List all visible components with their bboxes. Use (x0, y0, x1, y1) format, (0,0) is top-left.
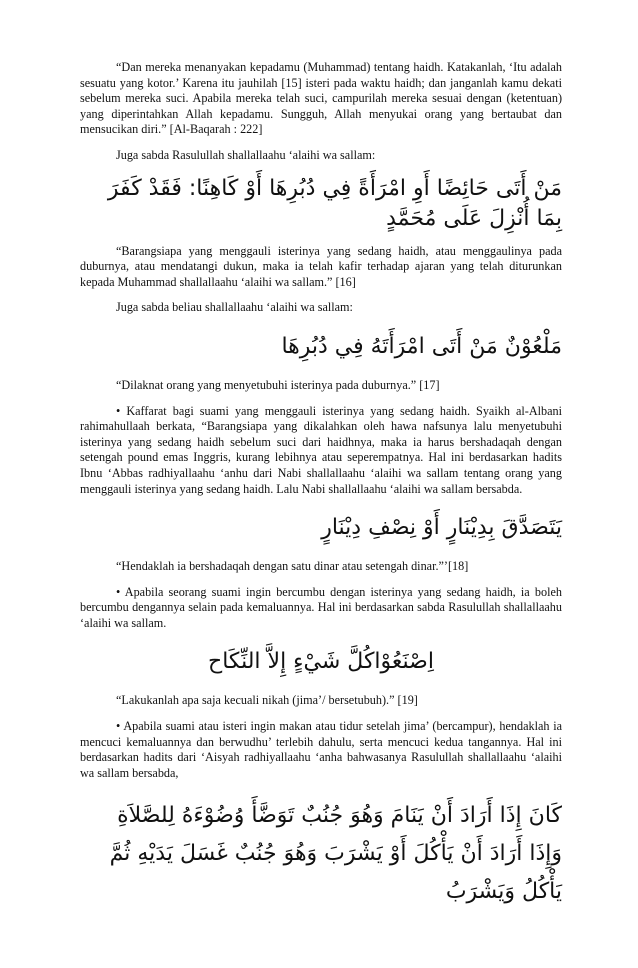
paragraph-bercumbu: • Apabila seorang suami ingin bercumbu dengan isterinya yang sedang haidh, ia boleh bercumbu dengannya selain pada kemaluannya. Hal ini berdasarkan sabda Rasulullah shallallaahu ‘alaihi wa sallam. (80, 584, 562, 630)
arabic-hadith-2: مَلْعُوْنٌ مَنْ أَتَى امْرَأَتَهُ فِي دُبُرِهَا (281, 333, 562, 359)
arabic-hadith-4: اِصْنَعُوْاكُلَّ شَيْءٍ إِلاَّ النِّكَاح (208, 649, 434, 675)
paragraph-hadith-intro-2: Juga sabda beliau shallallaahu ‘alaihi wa sallam: (116, 300, 353, 315)
paragraph-hadith-1-translation: “Barangsiapa yang menggauli isterinya yang sedang haidh, atau menggaulinya pada duburnya, atau mendatangi dukun, maka ia telah kafir terhadap ajaran yang telah diturunkan kepada Muhammad shallallaahu ‘alaihi wa sallam.” [16] (80, 243, 562, 289)
paragraph-kaffarat: • Kaffarat bagi suami yang menggauli isterinya yang sedang haidh. Syaikh al-Albani rahimahullaah berkata, “Barangsiapa yang dikalahkan oleh hawa nafsunya lalu menyetubuhi isterinya yang sedang haidh sebelum suci dari haidhnya, maka ia harus bershadaqah dengan setengah pound emas Inggris, kurang lebihnya atau seperempatnya. Hal ini berdasarkan hadits Ibnu ‘Abbas radhiyallaahu ‘anhu dari Nabi shallallaahu ‘alaihi wa sallam tentang orang yang menggauli isterinya yang sedang haidh. Lalu Nabi shallallaahu ‘alaihi wa sallam bersabda. (80, 403, 562, 496)
paragraph-quran-translation: “Dan mereka menanyakan kepadamu (Muhammad) tentang haidh. Katakanlah, ‘Itu adalah sesuatu yang kotor.’ Karena itu jauhilah [15] isteri pada waktu haidh; dan janganlah kamu dekati sebelum mereka suci. Apabila mereka telah suci, campurilah mereka sesuai dengan (ketentuan) yang diperintahkan Allah kepadamu. Sungguh, Allah menyukai orang yang bertaubat dan mensucikan diri.” [Al-Baqarah : 222] (80, 60, 562, 137)
arabic-hadith-1: مَنْ أَتَى حَائِضًا أَوِ امْرَأَةً فِي دُبُرِهَا أَوْ كَاهِنًا: فَقَدْ كَفَرَ بِمَا أُنْزِلَ عَلَى مُحَمَّدٍ (107, 175, 562, 231)
arabic-hadith-3: يَتَصَدَّقَ بِدِيْنَارٍ أَوْ نِصْفِ دِيْنَارٍ (321, 515, 562, 541)
arabic-hadith-5: كَانَ إِذَا أَرَادَ أَنْ يَنَامَ وَهُوَ جُنُبٌ تَوَضَّأَ وُضُوْءَهُ لِلصَّلاَةِ وَإِذَا أَرَادَ أَنْ يَأْكُلَ أَوْ يَشْرَبَ وَهُوَ جُنُبٌ غَسَلَ يَدَيْهِ ثُمَّ يَأْكُلُ وَيَشْرَبُ (109, 803, 562, 905)
paragraph-hadith-4-translation: “Lakukanlah apa saja kecuali nikah (jima’/ bersetubuh).” [19] (116, 693, 418, 708)
paragraph-wudhu: • Apabila suami atau isteri ingin makan atau tidur setelah jima’ (bercampur), hendaklah ia mencuci kemaluannya dan berwudhu’ terlebih dahulu, serta mencuci kedua tangannya. Hal ini berdasarkan hadits dari ‘Aisyah radhiyallaahu ‘anha bahwasanya Rasulullah shallallaahu ‘alaihi wa sallam bersabda, (80, 719, 562, 780)
paragraph-hadith-3-translation: “Hendaklah ia bershadaqah dengan satu dinar atau setengah dinar.”’[18] (116, 559, 469, 574)
document-page (80, 60, 562, 911)
paragraph-hadith-2-translation: “Dilaknat orang yang menyetubuhi isterinya pada duburnya.” [17] (116, 377, 440, 392)
paragraph-hadith-intro-1: Juga sabda Rasulullah shallallaahu ‘alaihi wa sallam: (116, 147, 376, 162)
